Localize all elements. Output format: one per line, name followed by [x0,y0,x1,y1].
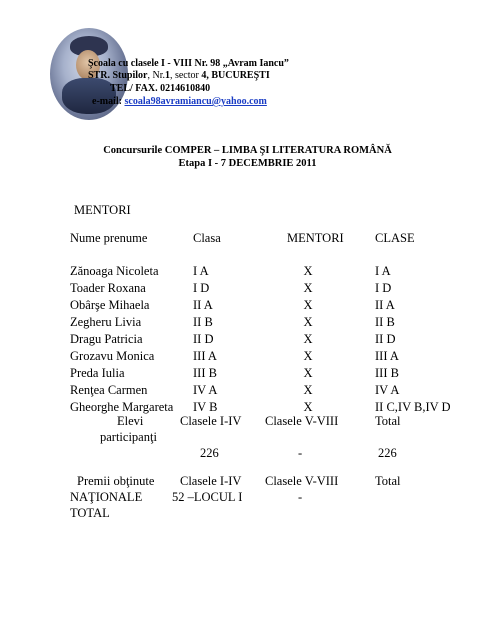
prizes-label: Premii obţinute [77,474,155,488]
prizes-value-secondary: - [298,490,303,504]
table-cell-class: IV A [193,383,218,397]
participants-value-total: 226 [378,446,397,460]
table-cell-classes: II D [375,332,396,346]
school-name: Şcoala cu clasele I - VIII Nr. 98 „Avram Iancu” [88,58,289,69]
table-cell-class: III B [193,366,217,380]
header-name: Nume prenume [70,231,148,245]
table-cell-classes: IV A [375,383,400,397]
table-cell-mark: X [303,315,313,329]
participants-col-secondary: Clasele V-VIII [265,414,339,428]
table-cell-name: Grozavu Monica [70,349,155,363]
table-cell-name: Renţea Carmen [70,383,148,397]
table-cell-mark: X [303,400,313,414]
table-cell-name: Dragu Patricia [70,332,143,346]
table-cell-classes: III B [375,366,399,380]
table-cell-mark: X [303,264,313,278]
participants-label-2: participanţi [100,430,157,444]
table-cell-mark: X [303,349,313,363]
prizes-label-2: NAŢIONALE [70,490,143,504]
table-cell-class: III A [193,349,217,363]
table-cell-classes: II B [375,315,395,329]
table-cell-classes: I D [375,281,392,295]
participants-value-secondary: - [298,446,303,460]
participants-value-primary: 226 [200,446,219,460]
school-email: e-mail: scoala98avramiancu@yahoo.com [92,96,267,107]
table-cell-class: II A [193,298,213,312]
table-cell-class: IV B [193,400,218,414]
school-phone: TEL/ FAX. 0214610840 [110,83,211,94]
table-cell-classes: I A [375,264,391,278]
header-class: Clasa [193,231,221,245]
table-cell-class: II D [193,332,214,346]
table-cell-class: I A [193,264,209,278]
prizes-col-primary: Clasele I-IV [180,474,242,488]
table-cell-mark: X [303,332,313,346]
contest-stage: Etapa I - 7 DECEMBRIE 2011 [178,158,317,169]
email-link[interactable]: scoala98avramiancu@yahoo.com [124,96,267,107]
table-cell-mark: X [303,383,313,397]
header-mentors: MENTORI [287,231,344,245]
header-classes: CLASE [375,231,415,245]
prizes-col-total: Total [375,474,401,488]
table-cell-classes: II A [375,298,395,312]
table-cell-classes: II C,IV B,IV D [375,400,451,414]
table-cell-name: Preda Iulia [70,366,125,380]
table-cell-name: Obârşe Mihaela [70,298,150,312]
participants-col-primary: Clasele I-IV [180,414,242,428]
table-cell-mark: X [303,298,313,312]
table-cell-name: Gheorghe Margareta [70,400,174,414]
contest-title: Concursurile COMPER – LIMBA ŞI LITERATURA ROMÂNĂ [103,145,392,156]
section-title: MENTORI [74,203,131,217]
table-cell-name: Zegheru Livia [70,315,142,329]
table-cell-class: II B [193,315,213,329]
table-cell-name: Zănoaga Nicoleta [70,264,159,278]
prizes-col-secondary: Clasele V-VIII [265,474,339,488]
participants-label: Elevi [117,414,144,428]
participants-col-total: Total [375,414,401,428]
table-cell-name: Toader Roxana [70,281,146,295]
table-cell-classes: III A [375,349,399,363]
table-cell-class: I D [193,281,210,295]
prizes-value-primary: 52 –LOCUL I [172,490,243,504]
prizes-label-3: TOTAL [70,506,110,520]
table-cell-mark: X [303,366,313,380]
school-address: STR. Stupilor, Nr.1, sector 4, BUCUREŞTI [88,70,270,81]
table-cell-mark: X [303,281,313,295]
